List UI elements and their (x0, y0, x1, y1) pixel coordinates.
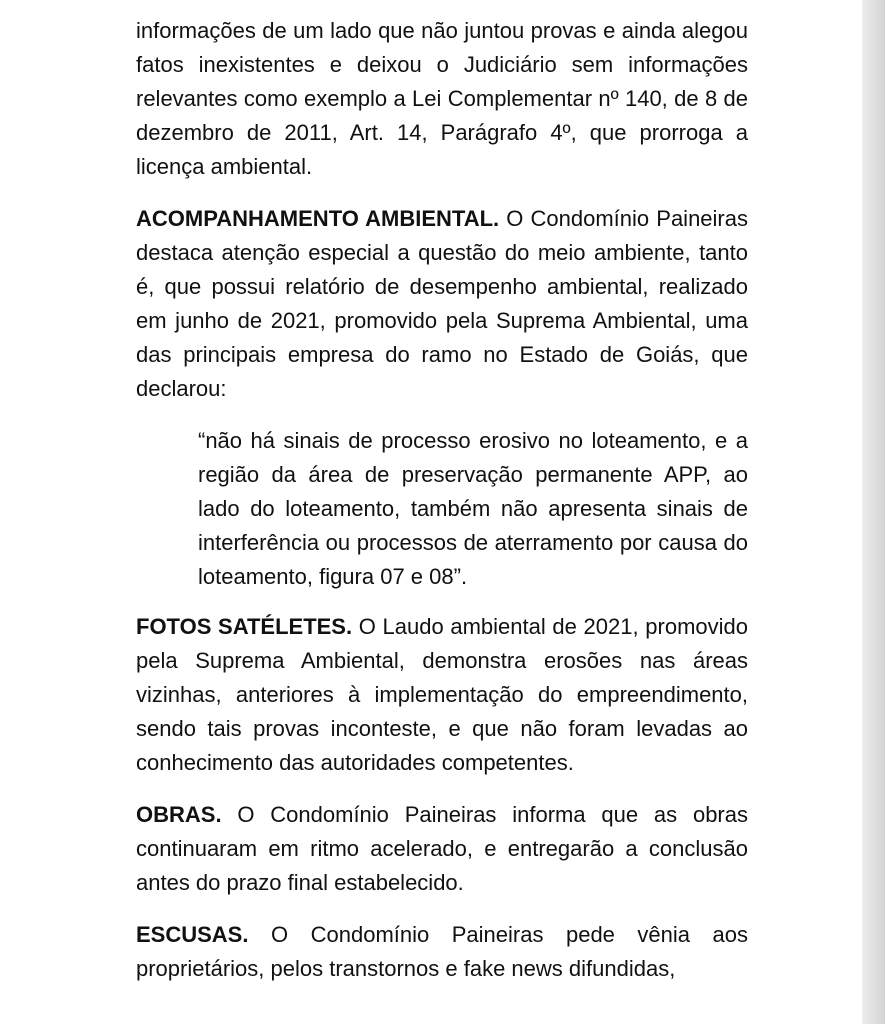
paragraph-text: informações de um lado que não juntou provas e ainda alegou fatos inexistentes e deixou o Judiciário sem informações relevantes como exemplo a Lei Complementar nº 140, de 8 de dezembro de 2011, Art. 14, Parágrafo 4º, que prorroga a licença ambiental. (136, 18, 748, 179)
paragraph-acompanhamento-ambiental (136, 202, 748, 406)
paragraph-heading: OBRAS. (136, 802, 222, 827)
quote-text: “não há sinais de processo erosivo no loteamento, e a região da área de preservação permanente APP, ao lado do loteamento, também não apresenta sinais de interferência ou processos de aterramento por causa do loteamento, figura 07 e 08”. (198, 428, 748, 589)
paragraph-fotos-satelites (136, 610, 748, 780)
paragraph-text: O Condomínio Paineiras informa que as obras continuaram em ritmo acelerado, e entregarão a conclusão antes do prazo final estabelecido. (136, 802, 748, 895)
paragraph-heading: ESCUSAS. (136, 922, 249, 947)
document-body (136, 14, 748, 1004)
paragraph-heading: FOTOS SATÉLETES. (136, 614, 353, 639)
paragraph-text: O Condomínio Paineiras destaca atenção especial a questão do meio ambiente, tanto é, que possui relatório de desempenho ambiental, realizado em junho de 2021, promovido pela Suprema Ambiental, uma das principais empresa do ramo no Estado de Goiás, que declarou: (136, 206, 748, 401)
block-quote (198, 424, 748, 594)
paragraph-text: O Laudo ambiental de 2021, promovido pela Suprema Ambiental, demonstra erosões nas áreas vizinhas, anteriores à implementação do empreendimento, sendo tais provas inconteste, e que não foram levadas ao conhecimento das autoridades competentes. (136, 614, 748, 775)
paragraph-text: O Condomínio Paineiras pede vênia aos proprietários, pelos transtornos e fake news difundidas, (136, 922, 748, 981)
paragraph-heading: ACOMPANHAMENTO AMBIENTAL. (136, 206, 500, 231)
paragraph-obras (136, 798, 748, 900)
page-edge-shadow (862, 0, 885, 1024)
paragraph-escusas (136, 918, 748, 986)
paragraph-licenca (136, 14, 748, 184)
